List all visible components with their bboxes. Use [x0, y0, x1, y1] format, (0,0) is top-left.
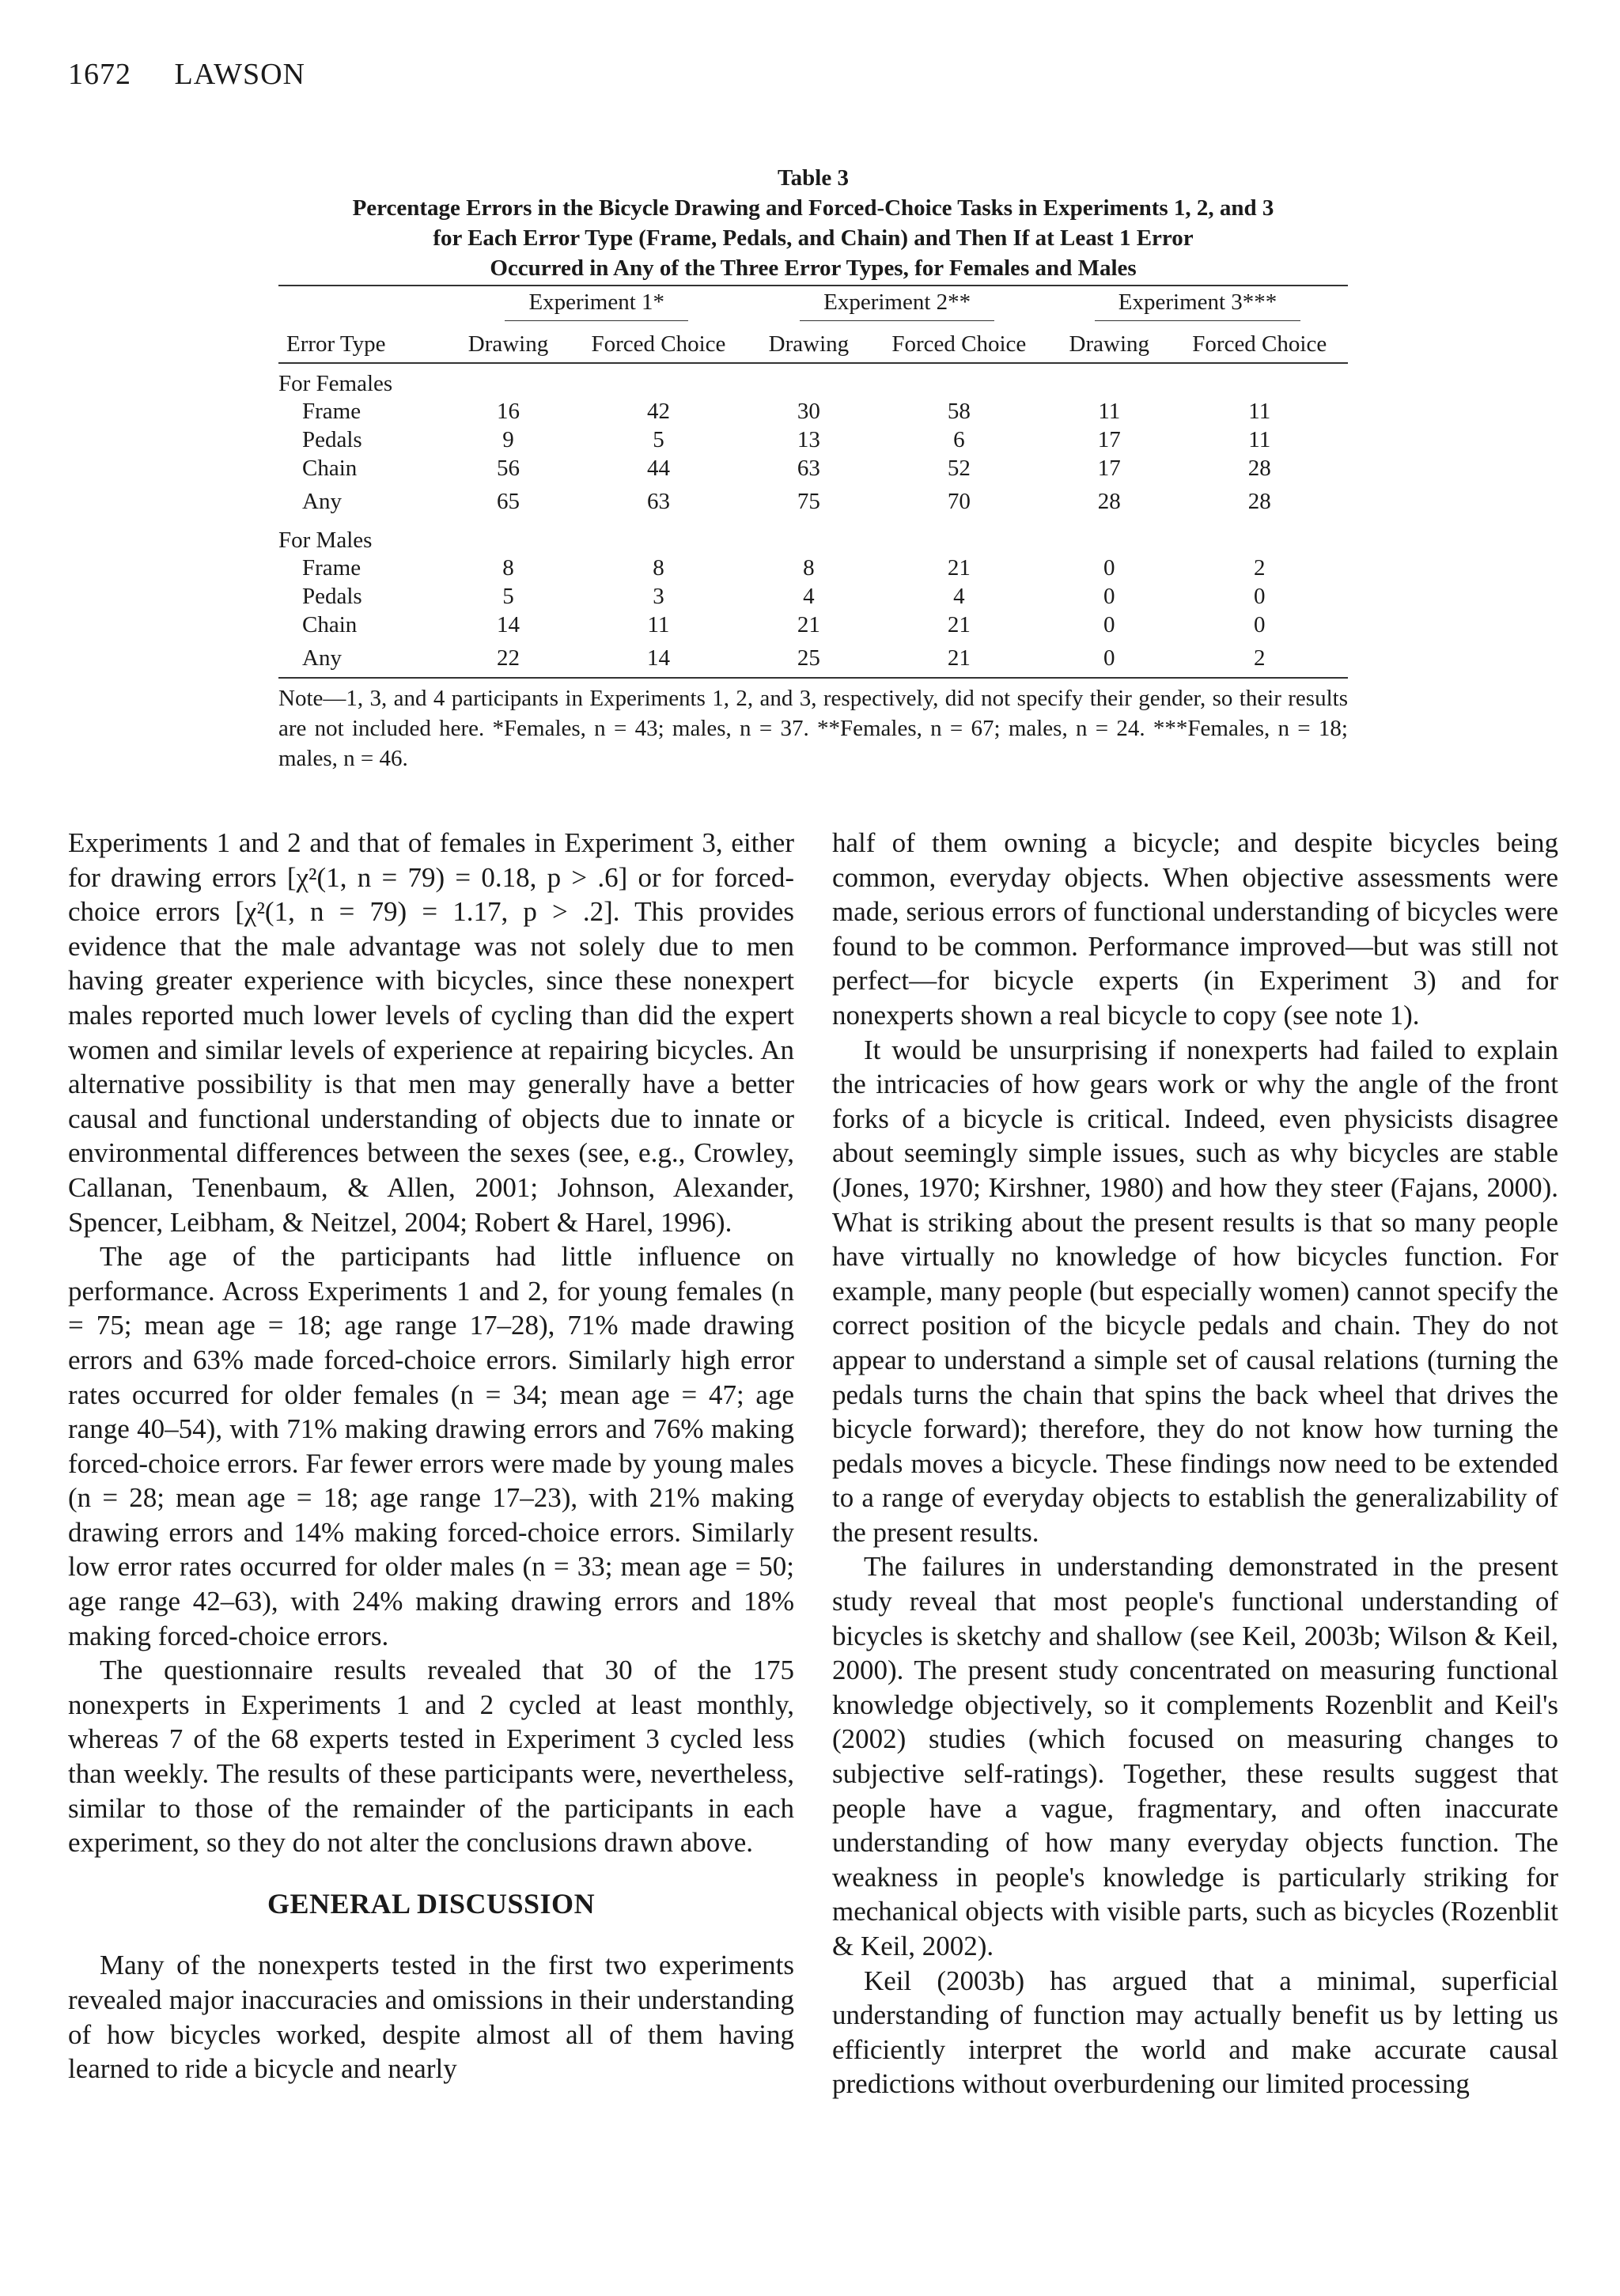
table-row — [278, 554, 1348, 582]
value-cell: 58 — [947, 398, 971, 424]
paragraph: The failures in understanding demonstrated in the present study reveal that most people's functional understanding of bicycles is sketchy and shallow (see Keil, 2003b; Wilson & Keil, 2000). The present study concentrated on measuring functional knowledge objectively, so it complements Rozenblit and Keil's (2002) studies (which focused on measuring changes to subjective self-ratings). Together, these results suggest that people have a vague, fragmentary, and often inaccurate understanding of how many everyday objects function. The weakness in people's knowledge is particularly striking for mechanical objects with visible parts, such as bicycles (Rozenblit & Keil, 2002). — [832, 1551, 1558, 1961]
section-heading: GENERAL DISCUSSION — [267, 1887, 596, 1920]
value-cell: 9 — [502, 426, 514, 452]
value-cell: 11 — [1248, 398, 1271, 424]
experiment-header: Experiment 3*** — [1047, 286, 1348, 326]
value-cell: 0 — [1103, 554, 1115, 581]
error-type-cell: Any — [278, 639, 446, 678]
table-row — [278, 482, 1348, 520]
value-cell: 44 — [646, 455, 670, 481]
error-type-cell: Any — [302, 488, 342, 514]
value-cell: 22 — [446, 639, 570, 678]
value-cell: 0 — [1047, 639, 1171, 678]
value-cell: 28 — [1247, 455, 1271, 481]
value-cell: 16 — [497, 398, 520, 424]
error-type-cell: Frame — [302, 554, 361, 581]
value-cell: 0 — [1103, 611, 1115, 637]
value-cell: 30 — [797, 398, 820, 424]
value-cell: 5 — [653, 426, 664, 452]
value-cell: 5 — [502, 583, 514, 609]
table-row — [278, 639, 1348, 678]
experiment-header: Experiment 2** — [747, 286, 1047, 326]
value-cell: 11 — [647, 611, 670, 637]
value-cell: 21 — [797, 611, 820, 637]
table-row — [278, 397, 1348, 426]
paragraph: The questionnaire results revealed that 30 of the 175 nonexperts in Experiments 1 and 2 cycled at least monthly, whereas 7 of the 68 experts tested in Experiment 3 cycled less than weekly. The results of these participants were, nevertheless, similar to those of the remainder of the participants in each experiment, so they do not alter the conclusions drawn above. — [68, 1655, 794, 1859]
error-table — [278, 285, 1348, 679]
value-cell: 28 — [1097, 488, 1121, 514]
right-column — [832, 826, 1558, 2101]
value-cell: 14 — [570, 639, 747, 678]
table-3 — [278, 163, 1348, 774]
table-row — [278, 454, 1348, 482]
paragraph: Keil (2003b) has argued that a minimal, superficial understanding of function may actually benefit us by letting us efficiently interpret the world and make accurate causal predictions without overburdening our limited processing — [832, 1965, 1558, 2100]
value-cell: 52 — [947, 455, 971, 481]
running-header — [68, 57, 305, 92]
paragraph: The age of the participants had little influence on performance. Across Experiments 1 and 2, for young females (n = 75; mean age = 18; age range 17–28), 71% made drawing errors and 63% made forced-choice errors. Similarly high error rates occurred for older females (n = 34; mean age = 47; age range 40–54), with 71% making drawing errors and 76% making forced-choice errors. Far fewer errors were made by young males (n = 28; mean age = 18; age range 17–23), with 21% making drawing errors and 14% making forced-choice errors. Similarly low error rates occurred for older males (n = 33; mean age = 50; age range 42–63), with 24% making drawing errors and 18% making forced-choice errors. — [68, 1241, 794, 1651]
table-label: Table 3 — [778, 165, 849, 191]
value-cell: 21 — [871, 639, 1047, 678]
error-type-cell: Frame — [302, 398, 361, 424]
experiment-header: Experiment 1* — [446, 286, 747, 326]
value-cell: 6 — [953, 426, 965, 452]
value-cell: 21 — [947, 554, 971, 581]
paragraph: Many of the nonexperts tested in the first two experiments revealed major inaccuracies and omissions in their understanding of how bicycles worked, despite almost all of them having learned to ride a bicycle and nearly — [68, 1950, 794, 2085]
value-cell: 2 — [1171, 639, 1349, 678]
column-header: Error Type — [278, 326, 446, 363]
table-title-line: Occurred in Any of the Three Error Types, for Females and Males — [490, 255, 1137, 281]
value-cell: 56 — [497, 455, 520, 481]
value-cell: 4 — [953, 583, 965, 609]
column-header: Drawing — [747, 326, 870, 363]
value-cell: 70 — [947, 488, 971, 514]
left-column — [68, 826, 794, 2086]
running-head-author: LAWSON — [174, 58, 305, 91]
error-type-cell: Pedals — [302, 426, 362, 452]
table-row — [278, 611, 1348, 639]
value-cell: 21 — [947, 611, 971, 637]
value-cell: 63 — [797, 455, 820, 481]
value-cell: 11 — [1098, 398, 1121, 424]
value-cell: 63 — [646, 488, 670, 514]
table-title-line: for Each Error Type (Frame, Pedals, and Chain) and Then If at Least 1 Error — [433, 225, 1194, 251]
value-cell: 2 — [1254, 554, 1266, 581]
value-cell: 75 — [797, 488, 820, 514]
value-cell: 17 — [1097, 426, 1121, 452]
value-cell: 0 — [1103, 583, 1115, 609]
value-cell: 14 — [497, 611, 520, 637]
error-type-cell: Chain — [302, 455, 358, 481]
value-cell: 65 — [497, 488, 520, 514]
table-row — [278, 426, 1348, 454]
value-cell: 17 — [1097, 455, 1121, 481]
paragraph: half of them owning a bicycle; and despite bicycles being common, everyday objects. When objective assessments were made, serious errors of functional understanding of bicycles were found to be common. Performance improved—but was still not perfect—for bicycle experts (in Experiment 3) and for nonexperts shown a real bicycle to copy (see note 1). — [832, 827, 1558, 1031]
value-cell: 42 — [646, 398, 670, 424]
value-cell: 4 — [803, 583, 815, 609]
table-note: Note—1, 3, and 4 participants in Experiments 1, 2, and 3, respectively, did not specify their gender, so their results are not included here. *Females, n = 43; males, n = 37. **Females, n = 67; males, n = 24. ***Females, n = 18; males, n = 46. — [278, 686, 1348, 771]
value-cell: 8 — [502, 554, 514, 581]
value-cell: 0 — [1254, 611, 1266, 637]
value-cell: 8 — [803, 554, 815, 581]
value-cell: 28 — [1247, 488, 1271, 514]
table-title-line: Percentage Errors in the Bicycle Drawing and Forced-Choice Tasks in Experiments 1, 2, and 3 — [352, 195, 1274, 221]
value-cell: 8 — [653, 554, 664, 581]
paragraph: Experiments 1 and 2 and that of females in Experiment 3, either for drawing errors [χ²(1, n = 79) = 0.18, p > .6] or for forced-choice errors [χ²(1, n = 79) = 1.17, p > .2]. This provides evidence that the male advantage was not solely due to men having greater experience with bicycles, since these nonexpert males reported much lower levels of cycling than did the expert women and similar levels of experience at repairing bicycles. An alternative possibility is that men may generally have a better causal and functional understanding of objects due to innate or environmental differences between the sexes (see, e.g., Crowley, Callanan, Tenenbaum, & Allen, 2001; Johnson, Alexander, Spencer, Leibham, & Neitzel, 2004; Robert & Harel, 1996). — [68, 827, 794, 1238]
error-type-cell: Pedals — [302, 583, 362, 609]
table-group-label: For Females — [278, 371, 393, 396]
error-type-cell: Chain — [302, 611, 358, 637]
value-cell: 25 — [747, 639, 870, 678]
table-row — [278, 582, 1348, 611]
page-number: 1672 — [68, 58, 131, 91]
column-header: Drawing — [1047, 326, 1171, 363]
column-header: Forced Choice — [1171, 326, 1349, 363]
value-cell: 0 — [1254, 583, 1266, 609]
value-cell: 11 — [1248, 426, 1271, 452]
value-cell: 13 — [797, 426, 820, 452]
paragraph: It would be unsurprising if nonexperts had failed to explain the intricacies of how gears work or why the angle of the front forks of a bicycle is critical. Indeed, even physicists disagree about seemingly simple issues, such as why bicycles are stable (Jones, 1970; Kirshner, 1980) and how they steer (Fajans, 2000). What is striking about the present results is that so many people have virtually no knowledge of how bicycles function. For example, many people (but especially women) cannot specify the correct position of the bicycle pedals and chain. They do not appear to understand a simple set of causal relations (turning the pedals turns the chain that spins the back wheel that drives the bicycle forward); therefore, they do not know how turning the pedals moves a bicycle. These findings now need to be extended to a range of everyday objects to establish the generalizability of the present results. — [832, 1034, 1558, 1548]
column-header: Forced Choice — [871, 326, 1047, 363]
column-header: Forced Choice — [570, 326, 747, 363]
column-header: Drawing — [446, 326, 570, 363]
table-group-label: For Males — [278, 528, 373, 553]
value-cell: 3 — [653, 583, 664, 609]
